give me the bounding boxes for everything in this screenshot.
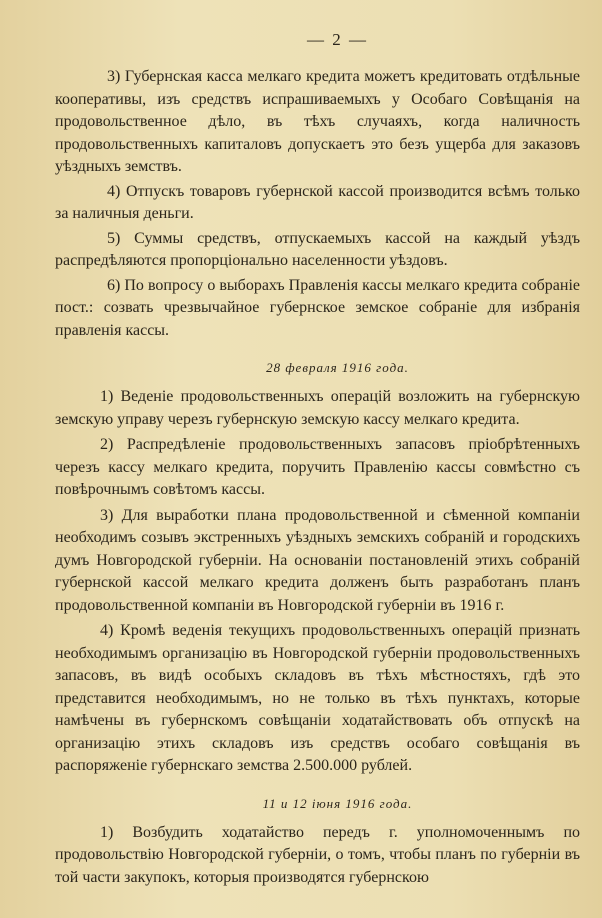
paragraph-item-5: 5) Суммы средствъ, отпускаемыхъ кассой на каждый уѣздъ распредѣляются пропорціонально населенности уѣздовъ.	[55, 229, 580, 269]
paragraph-item-3: 3) Для выработки плана продовольственной и сѣменной компаніи необходимъ созывъ экстренныхъ уѣздныхъ земскихъ собраній и городскихъ думъ Новгородской губерніи. На основаніи постановленій этихъ собраній губернской кассой мелкаго кредита долженъ быть разработанъ планъ продовольственной компаніи въ Новгородской губерніи въ 1916 г.	[55, 506, 580, 614]
section-date-feb-1916: 28 февраля 1916 года.	[266, 360, 409, 375]
paragraph-item-2: 2) Распредѣленіе продовольственныхъ запасовъ пріобрѣтенныхъ черезъ кассу мелкаго кредита, поручить Правленію кассы совмѣстно съ повѣрочнымъ совѣтомъ кассы.	[55, 436, 580, 498]
section-2	[55, 386, 580, 778]
paragraph-item-1: 1) Веденіе продовольственныхъ операцій возложить на губернскую земскую управу черезъ губернскую земскую кассу мелкаго кредита.	[55, 388, 580, 428]
paragraph-item-1: 1) Возбудить ходатайство передъ г. уполномоченнымъ по продовольствію Новгородской губерніи, о томъ, чтобы планъ по губерніи въ той части закупокъ, которыя производятся губернскою	[55, 823, 580, 886]
page-number: — 2 —	[307, 30, 368, 49]
section-1	[55, 66, 580, 342]
paragraph-item-4: 4) Кромѣ веденія текущихъ продовольственныхъ операцій признать необходимымъ организацію въ Новгородской губерніи продовольственныхъ запасовъ, въ видѣ особыхъ складовъ въ тѣхъ мѣстностяхъ, гдѣ это представится необходимымъ, но не только въ тѣхъ пунктахъ, которые намѣчены въ губернскомъ совѣщаніи ходатайствовать объ отпускѣ на организацію этихъ складовъ изъ средствъ особаго совѣщанія въ распоряженіе губернскаго земства 2.500.000 рублей.	[55, 622, 580, 774]
paragraph-item-4: 4) Отпускъ товаровъ губернской кассой производится всѣмъ только за наличныя деньги.	[55, 182, 580, 222]
section-date-jun-1916: 11 и 12 іюня 1916 года.	[262, 795, 413, 811]
section-3	[55, 822, 580, 890]
paragraph-item-6: 6) По вопросу о выборахъ Правленія кассы мелкаго кредита собраніе пост.: созвать чрезвычайное губернское земское собраніе для избранія правленія кассы.	[55, 276, 580, 339]
paragraph-item-3: 3) Губернская касса мелкаго кредита можетъ кредитовать отдѣльные кооперативы, изъ средствъ испрашиваемыхъ у Особаго Совѣщанія на продовольственное дѣло, въ тѣхъ случаяхъ, когда наличность продовольственныхъ капиталовъ допускаетъ это безъ ущерба для заказовъ уѣздныхъ земствъ.	[55, 68, 580, 175]
